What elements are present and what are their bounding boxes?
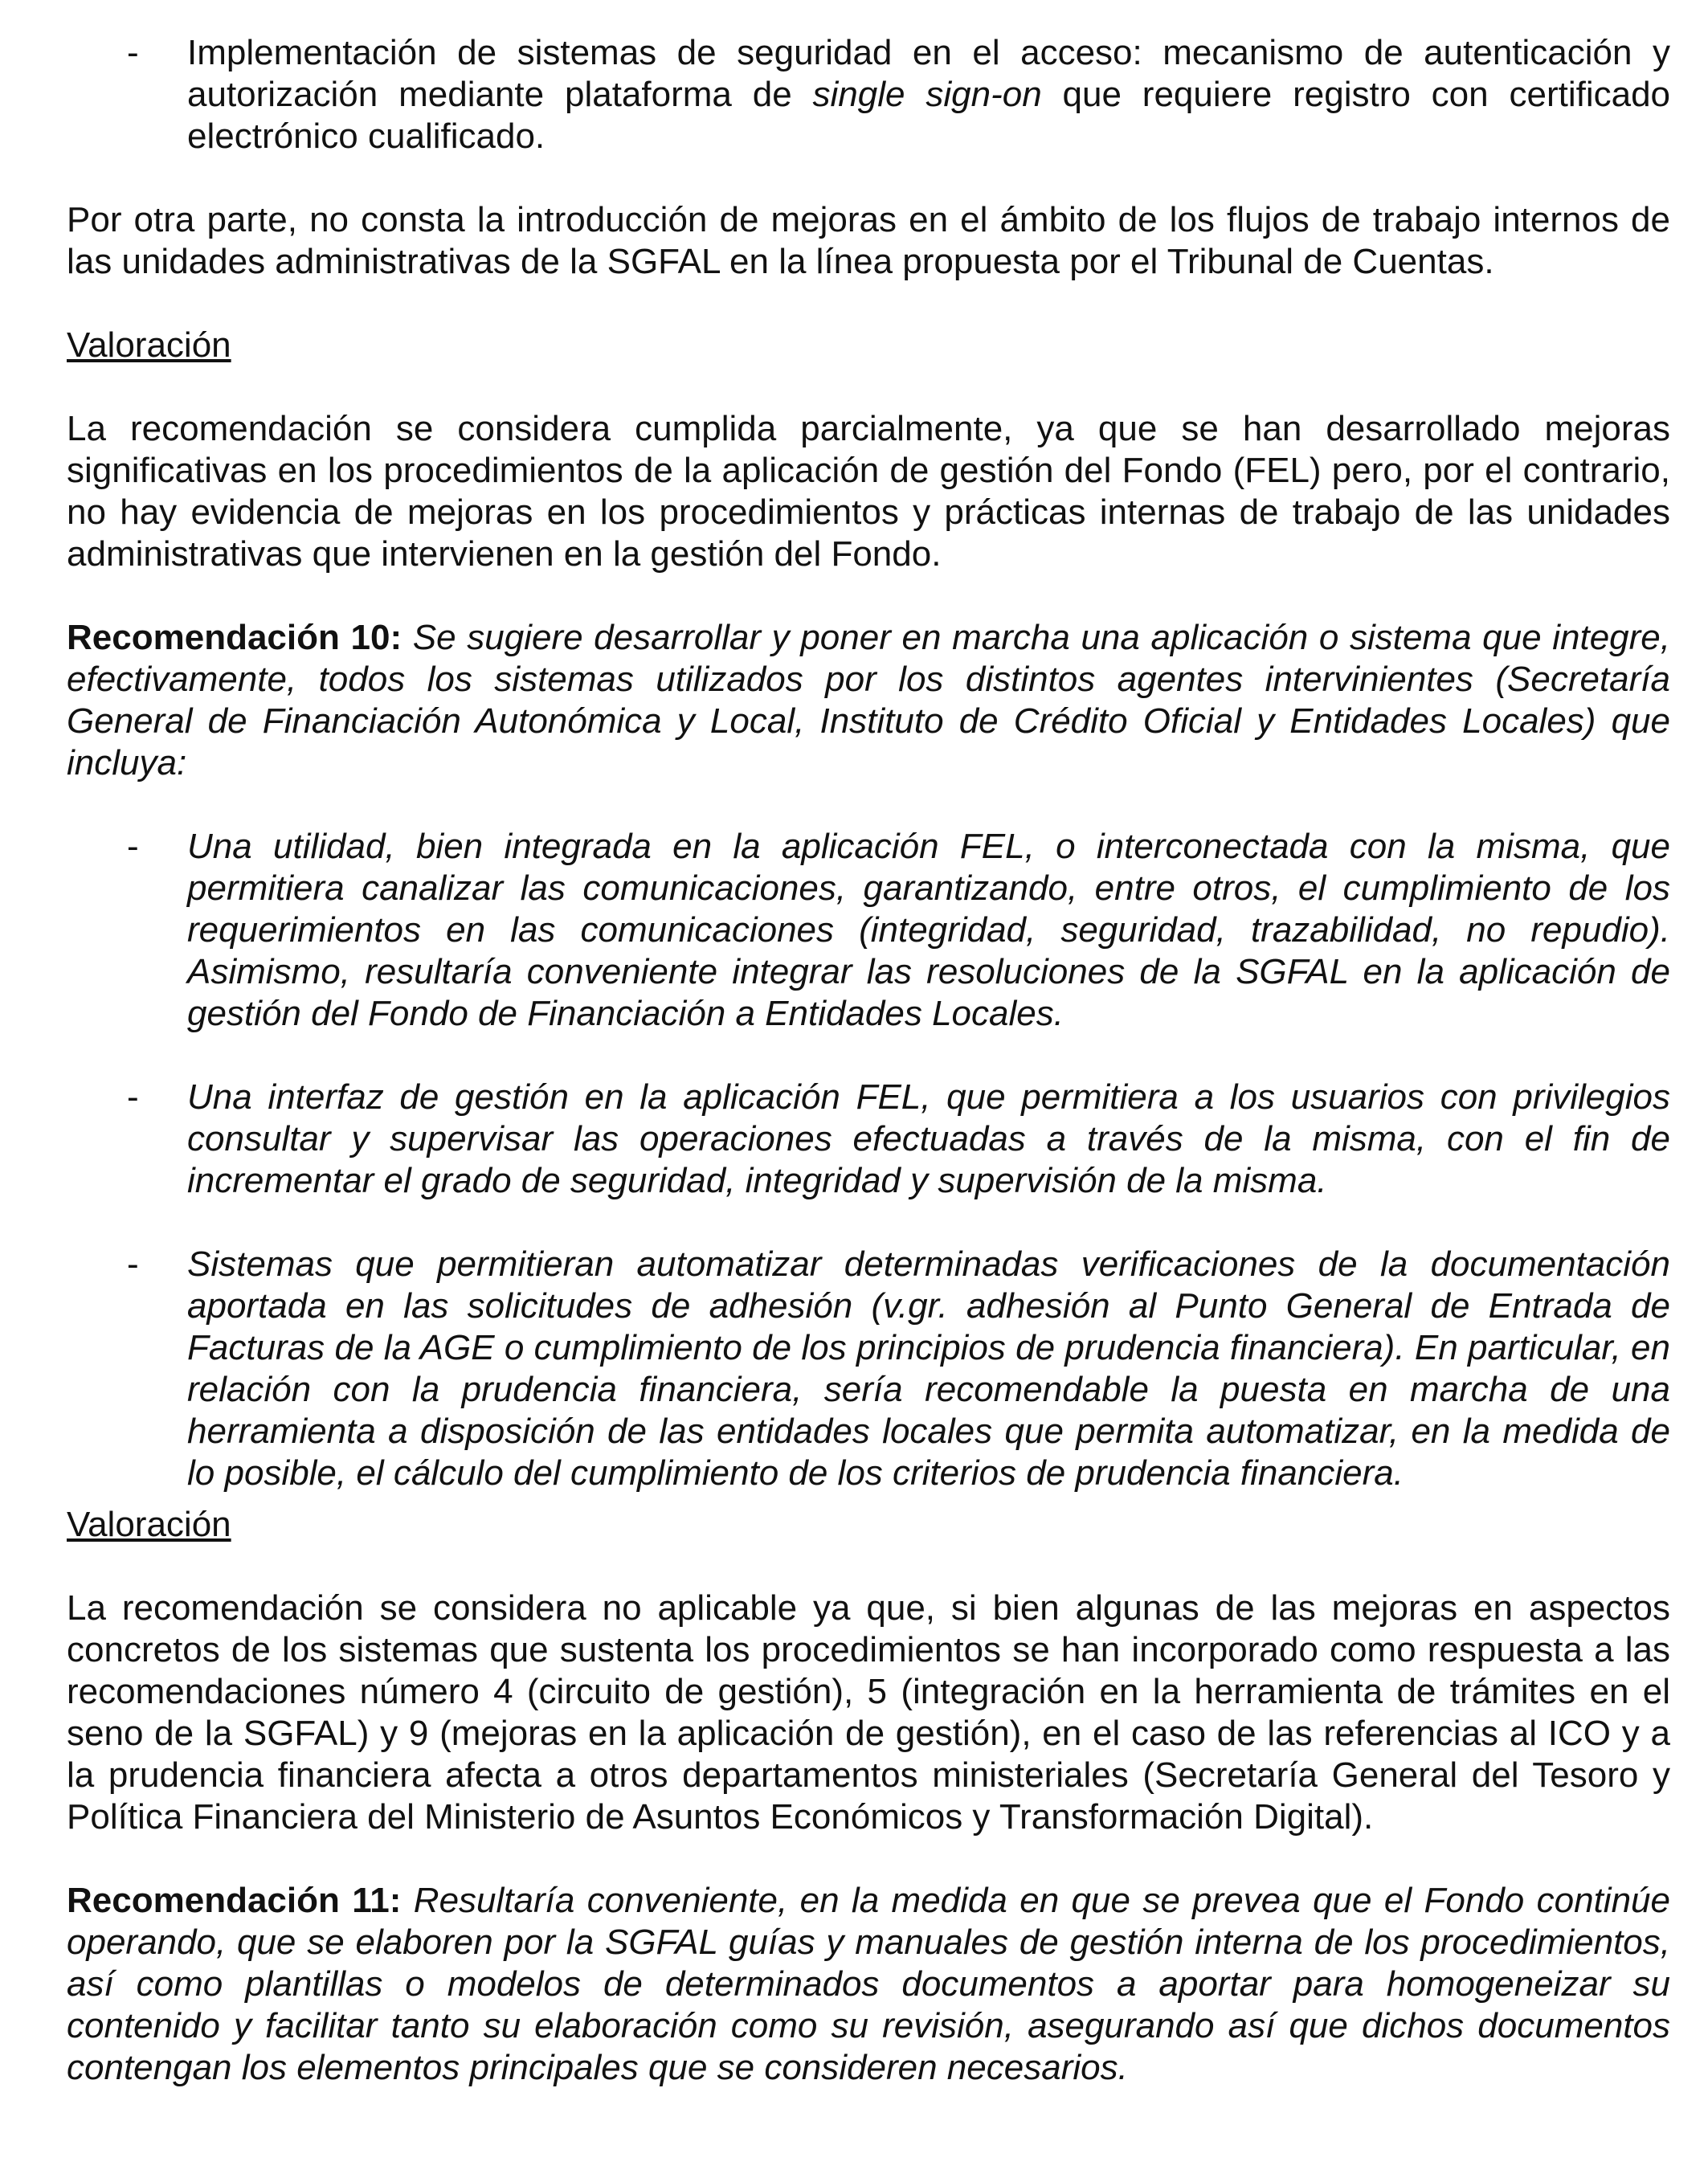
bullet-text-after: que requiere registro con certificado electrónico cualificado. (187, 75, 1671, 156)
recomendacion-10-label: Recomendación 10: (67, 618, 402, 657)
recomendacion-10-item-text: Sistemas que permitieran automatizar determinadas verificaciones de la documentación aportada en las solicitudes de adhesión (v.gr. adhesión al Punto General de Entrada de Facturas de la AGE o cumplimiento de los principios de prudencia financiera). En particular, en relación con la prudencia financiera, sería recomendable la puesta en marcha de una herramienta a disposición de las entidades locales que permita automatizar, en la medida de lo posible, el cálculo del cumplimiento de los criterios de prudencia financiera. (187, 1244, 1670, 1493)
recomendacion-10-item (67, 826, 1670, 1035)
paragraph-valoracion-2: La recomendación se considera no aplicable ya que, si bien algunas de las mejoras en aspectos concretos de los sistemas que sustenta los procedimientos se han incorporado como respuesta a las recomendaciones número 4 (circuito de gestión), 5 (integración en la herramienta de trámites en el seno de la SGFAL) y 9 (mejoras en la aplicación de gestión), en el caso de las referencias al ICO y a la prudencia financiera afecta a otros departamentos ministeriales (Secretaría General del Tesoro y Política Financiera del Ministerio de Asuntos Económicos y Transformación Digital). (67, 1588, 1670, 1837)
paragraph-otra-parte: Por otra parte, no consta la introducción de mejoras en el ámbito de los flujos de trabajo internos de las unidades administrativas de la SGFAL en la línea propuesta por el Tribunal de Cuentas. (67, 200, 1670, 281)
bullet-dash: - (127, 33, 139, 72)
bullet-security-systems (67, 32, 1670, 157)
document-page (67, 32, 1670, 2131)
heading-valoracion-2: Valoración (67, 1505, 231, 1544)
recomendacion-11-label: Recomendación 11: (67, 1881, 402, 1920)
bullet-dash: - (127, 1244, 139, 1284)
bullet-dash: - (127, 827, 139, 866)
paragraph-recomendacion-11 (67, 1880, 1670, 2089)
paragraph-valoracion-1: La recomendación se considera cumplida parcialmente, ya que se han desarrollado mejoras significativas en los procedimientos de la aplicación de gestión del Fondo (FEL) pero, por el contrario, no hay evidencia de mejoras en los procedimientos y prácticas internas de trabajo de las unidades administrativas que intervienen en la gestión del Fondo. (67, 409, 1670, 574)
recomendacion-10-item-text: Una utilidad, bien integrada en la aplicación FEL, o interconectada con la misma, que permitiera canalizar las comunicaciones, garantizando, entre otros, el cumplimiento de los requerimientos en las comunicaciones (integridad, seguridad, trazabilidad, no repudio). Asimismo, resultaría conveniente integrar las resoluciones de la SGFAL en la aplicación de gestión del Fondo de Financiación a Entidades Locales. (187, 827, 1670, 1033)
bullet-text-before: Implementación de sistemas de seguridad en el acceso: mecanismo de autenticación y autorización mediante plataforma de (187, 33, 1670, 114)
bullet-text-italic: single sign-on (812, 75, 1042, 114)
recomendacion-10-item (67, 1077, 1670, 1202)
recomendacion-10-text: Se sugiere desarrollar y poner en marcha una aplicación o sistema que integre, efectivamente, todos los sistemas utilizados por los distintos agentes intervinientes (Secretaría General de Financiación Autonómica y Local, Instituto de Crédito Oficial y Entidades Locales) que incluya: (67, 618, 1670, 782)
recomendacion-10-item (67, 1244, 1670, 1494)
recomendacion-10-item-text: Una interfaz de gestión en la aplicación FEL, que permitiera a los usuarios con privilegios consultar y supervisar las operaciones efectuadas a través de la misma, con el fin de incrementar el grado de seguridad, integridad y supervisión de la misma. (187, 1077, 1670, 1200)
paragraph-recomendacion-10 (67, 617, 1670, 784)
recomendacion-11-text: Resultaría conveniente, en la medida en que se prevea que el Fondo continúe operando, que se elaboren por la SGFAL guías y manuales de gestión interna de los procedimientos, así como plantillas o modelos de determinados documentos a aportar para homogeneizar su contenido y facilitar tanto su elaboración como su revisión, asegurando así que dichos documentos contengan los elementos principales que se consideren necesarios. (67, 1881, 1670, 2087)
bullet-dash: - (127, 1077, 139, 1117)
heading-valoracion-1: Valoración (67, 325, 231, 365)
